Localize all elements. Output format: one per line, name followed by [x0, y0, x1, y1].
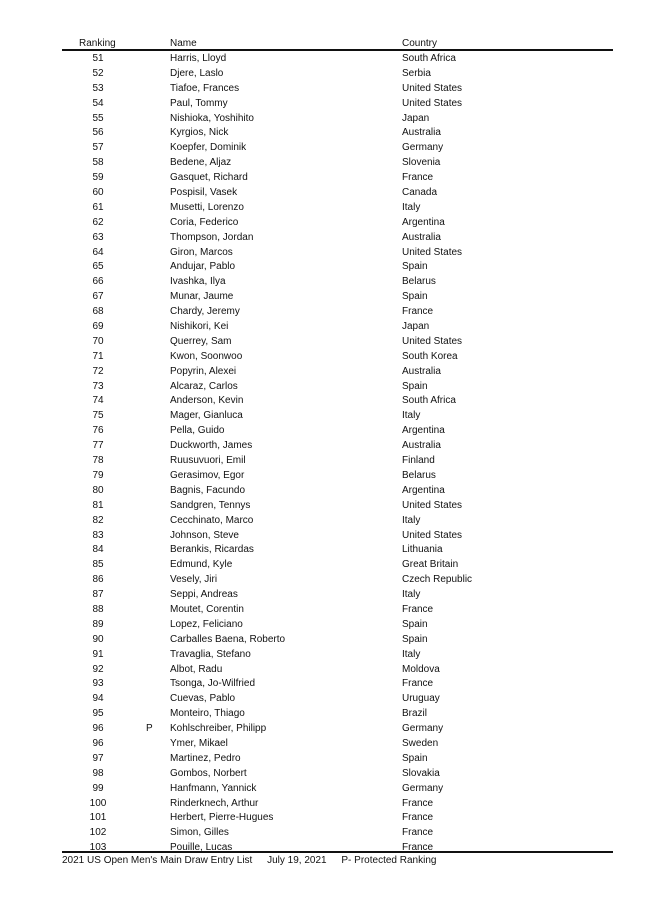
protected-flag: P — [146, 723, 153, 735]
player-country: France — [402, 678, 434, 690]
player-country: Belarus — [402, 469, 436, 481]
player-name: Anderson, Kevin — [170, 395, 244, 407]
player-name: Gombos, Norbert — [170, 767, 247, 779]
table-row — [62, 692, 613, 707]
table-row — [62, 737, 613, 752]
rank-cell: 72 — [92, 365, 104, 377]
rank-cell: 65 — [92, 261, 104, 273]
player-name: Hanfmann, Yannick — [170, 782, 257, 794]
player-country: Czech Republic — [402, 574, 473, 586]
player-country: Australia — [402, 440, 441, 452]
rank-cell: 71 — [92, 350, 104, 362]
table-row — [62, 350, 613, 365]
rank-cell: 82 — [92, 514, 104, 526]
player-name: Nishikori, Kei — [170, 321, 229, 333]
player-country: United States — [402, 529, 463, 541]
player-country: United States — [402, 246, 463, 258]
player-country: Japan — [402, 321, 430, 333]
table-row — [62, 424, 613, 439]
table-row — [62, 633, 613, 648]
player-country: Argentina — [402, 216, 445, 228]
table-row — [62, 558, 613, 573]
table-row — [62, 409, 613, 424]
player-country: Canada — [402, 187, 438, 199]
rank-cell: 81 — [92, 499, 104, 511]
player-name: Andujar, Pablo — [170, 261, 236, 273]
rank-cell: 87 — [92, 589, 104, 601]
table-row — [62, 246, 613, 261]
table-row — [62, 52, 613, 67]
player-country: Germany — [402, 142, 444, 154]
table-row — [62, 171, 613, 186]
player-name: Berankis, Ricardas — [170, 544, 254, 556]
rank-cell: 51 — [92, 53, 104, 64]
player-name: Moutet, Corentin — [170, 603, 244, 615]
player-name: Paul, Tommy — [170, 97, 228, 109]
player-country: Sweden — [402, 737, 439, 749]
player-name: Bedene, Aljaz — [170, 157, 232, 169]
player-name: Tsonga, Jo-Wilfried — [170, 678, 256, 690]
table-row — [62, 752, 613, 767]
table-row — [62, 677, 613, 692]
table-row — [62, 305, 613, 320]
table-row — [62, 588, 613, 603]
player-name: Nishioka, Yoshihito — [170, 112, 254, 124]
ranking-header: Ranking — [79, 38, 116, 49]
player-country: Japan — [402, 112, 430, 124]
player-country: Serbia — [402, 67, 431, 79]
rank-cell: 56 — [92, 127, 104, 139]
table-row — [62, 797, 613, 812]
player-country: Spain — [402, 633, 428, 645]
rank-cell: 68 — [92, 306, 104, 318]
player-name: Coria, Federico — [170, 216, 239, 228]
rank-cell: 92 — [92, 663, 104, 675]
player-country: Australia — [402, 231, 441, 243]
table-row — [62, 365, 613, 380]
table-row — [62, 618, 613, 633]
table-row — [62, 722, 613, 737]
player-country: France — [402, 172, 434, 184]
rank-cell: 75 — [92, 410, 104, 422]
rank-cell: 77 — [92, 440, 104, 452]
table-row — [62, 573, 613, 588]
player-country: Spain — [402, 618, 428, 630]
player-name: Cecchinato, Marco — [170, 514, 254, 526]
table-row — [62, 290, 613, 305]
player-name: Pospisil, Vasek — [170, 187, 238, 199]
table-row — [62, 335, 613, 350]
footer-legend: P- Protected Ranking — [341, 855, 437, 866]
table-row — [62, 320, 613, 335]
player-country: Moldova — [402, 663, 440, 675]
player-country: France — [402, 603, 434, 615]
table-row — [62, 394, 613, 409]
player-country: United States — [402, 97, 463, 109]
player-country: Italy — [402, 589, 421, 601]
player-name: Carballes Baena, Roberto — [170, 633, 286, 645]
rank-cell: 73 — [92, 380, 104, 392]
rank-cell: 89 — [92, 618, 104, 630]
player-country: Uruguay — [402, 693, 440, 705]
rank-cell: 91 — [92, 648, 104, 660]
table-row — [62, 514, 613, 529]
player-country: Spain — [402, 752, 428, 764]
footer-title: 2021 US Open Men's Main Draw Entry List — [62, 855, 253, 866]
country-header: Country — [402, 38, 438, 49]
player-name: Albot, Radu — [170, 663, 223, 675]
table-row — [62, 82, 613, 97]
player-country: Italy — [402, 410, 421, 422]
rank-cell: 86 — [92, 574, 104, 586]
entry-list — [62, 52, 613, 856]
rank-cell: 102 — [89, 827, 107, 839]
table-row — [62, 782, 613, 797]
player-country: France — [402, 842, 434, 854]
player-name: Musetti, Lorenzo — [170, 201, 244, 213]
player-name: Munar, Jaume — [170, 291, 234, 303]
rank-cell: 79 — [92, 469, 104, 481]
player-country: Italy — [402, 201, 421, 213]
rank-cell: 60 — [92, 187, 104, 199]
player-name: Alcaraz, Carlos — [170, 380, 238, 392]
footer-date: July 19, 2021 — [267, 855, 327, 866]
player-name: Herbert, Pierre-Hugues — [170, 812, 274, 824]
player-country: Italy — [402, 514, 421, 526]
table-row — [62, 275, 613, 290]
player-name: Kyrgios, Nick — [170, 127, 229, 139]
player-country: Australia — [402, 365, 441, 377]
rank-cell: 74 — [92, 395, 104, 407]
table-row — [62, 648, 613, 663]
table-row — [62, 707, 613, 722]
player-name: Cuevas, Pablo — [170, 693, 236, 705]
player-name: Vesely, Jiri — [170, 574, 218, 586]
table-row — [62, 156, 613, 171]
player-country: France — [402, 797, 434, 809]
rank-cell: 64 — [92, 246, 104, 258]
table-row — [62, 186, 613, 201]
player-name: Bagnis, Facundo — [170, 484, 246, 496]
player-country: Spain — [402, 291, 428, 303]
player-name: Gasquet, Richard — [170, 172, 248, 184]
table-row — [62, 454, 613, 469]
table-row — [62, 260, 613, 275]
player-name: Seppi, Andreas — [170, 589, 238, 601]
player-name: Mager, Gianluca — [170, 410, 243, 422]
rank-cell: 85 — [92, 559, 104, 571]
rank-cell: 52 — [92, 67, 104, 79]
player-name: Thompson, Jordan — [170, 231, 254, 243]
rank-cell: 93 — [92, 678, 104, 690]
rank-cell: 61 — [92, 201, 104, 213]
player-name: Giron, Marcos — [170, 246, 233, 258]
player-country: France — [402, 306, 434, 318]
table-row — [62, 529, 613, 544]
player-country: South Korea — [402, 350, 458, 362]
rank-cell: 90 — [92, 633, 104, 645]
rank-cell: 80 — [92, 484, 104, 496]
footer-divider — [62, 851, 613, 853]
table-row — [62, 663, 613, 678]
player-country: Spain — [402, 380, 428, 392]
player-country: Germany — [402, 723, 444, 735]
player-country: Slovakia — [402, 767, 440, 779]
table-row — [62, 141, 613, 156]
rank-cell: 101 — [89, 812, 107, 824]
player-name: Pouille, Lucas — [170, 842, 233, 854]
player-country: Slovenia — [402, 157, 441, 169]
table-row — [62, 97, 613, 112]
rank-cell: 53 — [92, 82, 104, 94]
rank-cell: 54 — [92, 97, 104, 109]
rank-cell: 103 — [89, 842, 107, 854]
player-name: Ivashka, Ilya — [170, 276, 226, 288]
table-row — [62, 484, 613, 499]
table-row — [62, 216, 613, 231]
player-name: Koepfer, Dominik — [170, 142, 247, 154]
player-country: Germany — [402, 782, 444, 794]
player-name: Tiafoe, Frances — [170, 82, 240, 94]
player-country: France — [402, 827, 434, 839]
table-row — [62, 767, 613, 782]
player-country: Finland — [402, 455, 435, 467]
player-country: Lithuania — [402, 544, 443, 556]
rank-cell: 57 — [92, 142, 104, 154]
player-name: Ruusuvuori, Emil — [170, 455, 246, 467]
table-row — [62, 380, 613, 395]
rank-cell: 96 — [92, 723, 104, 735]
player-country: Argentina — [402, 425, 445, 437]
player-country: Great Britain — [402, 559, 459, 571]
player-name: Simon, Gilles — [170, 827, 229, 839]
player-country: South Africa — [402, 53, 456, 64]
table-row — [62, 811, 613, 826]
table-row — [62, 112, 613, 127]
player-name: Monteiro, Thiago — [170, 708, 245, 720]
table-row — [62, 469, 613, 484]
player-country: France — [402, 812, 434, 824]
player-country: Australia — [402, 127, 441, 139]
rank-cell: 98 — [92, 767, 104, 779]
rank-cell: 95 — [92, 708, 104, 720]
table-row — [62, 126, 613, 141]
player-name: Sandgren, Tennys — [170, 499, 251, 511]
player-country: Brazil — [402, 708, 428, 720]
player-name: Kohlschreiber, Philipp — [170, 723, 267, 735]
rank-cell: 83 — [92, 529, 104, 541]
rank-cell: 97 — [92, 752, 104, 764]
player-country: United States — [402, 82, 463, 94]
rank-cell: 59 — [92, 172, 104, 184]
rank-cell: 66 — [92, 276, 104, 288]
player-name: Johnson, Steve — [170, 529, 239, 541]
player-name: Lopez, Feliciano — [170, 618, 243, 630]
player-name: Harris, Lloyd — [170, 53, 227, 64]
rank-cell: 67 — [92, 291, 104, 303]
rank-cell: 69 — [92, 321, 104, 333]
player-country: Argentina — [402, 484, 445, 496]
table-row — [62, 67, 613, 82]
rank-cell: 63 — [92, 231, 104, 243]
player-name: Ymer, Mikael — [170, 737, 228, 749]
rank-cell: 55 — [92, 112, 104, 124]
table-row — [62, 826, 613, 841]
rank-cell: 96 — [92, 737, 104, 749]
table-row — [62, 231, 613, 246]
rank-cell: 99 — [92, 782, 104, 794]
player-name: Travaglia, Stefano — [170, 648, 251, 660]
table-row — [62, 439, 613, 454]
player-name: Martinez, Pedro — [170, 752, 241, 764]
player-name: Djere, Laslo — [170, 67, 224, 79]
table-row — [62, 603, 613, 618]
player-name: Gerasimov, Egor — [170, 469, 245, 481]
rank-cell: 88 — [92, 603, 104, 615]
player-name: Rinderknech, Arthur — [170, 797, 259, 809]
player-country: Spain — [402, 261, 428, 273]
player-country: Italy — [402, 648, 421, 660]
player-name: Kwon, Soonwoo — [170, 350, 243, 362]
player-name: Chardy, Jeremy — [170, 306, 240, 318]
player-name: Edmund, Kyle — [170, 559, 233, 571]
player-name: Duckworth, James — [170, 440, 253, 452]
page-footer — [62, 854, 448, 867]
player-name: Popyrin, Alexei — [170, 365, 237, 377]
rank-cell: 58 — [92, 157, 104, 169]
rank-cell: 78 — [92, 455, 104, 467]
rank-cell: 70 — [92, 335, 104, 347]
table-row — [62, 543, 613, 558]
name-header: Name — [170, 38, 197, 49]
player-name: Pella, Guido — [170, 425, 225, 437]
rank-cell: 94 — [92, 693, 104, 705]
table-row — [62, 499, 613, 514]
rank-cell: 84 — [92, 544, 104, 556]
player-name: Querrey, Sam — [170, 335, 232, 347]
header-divider — [62, 49, 613, 51]
rank-cell: 76 — [92, 425, 104, 437]
rank-cell: 62 — [92, 216, 104, 228]
table-row — [62, 201, 613, 216]
player-country: United States — [402, 499, 463, 511]
player-country: Belarus — [402, 276, 436, 288]
player-country: South Africa — [402, 395, 456, 407]
player-country: United States — [402, 335, 463, 347]
rank-cell: 100 — [89, 797, 107, 809]
